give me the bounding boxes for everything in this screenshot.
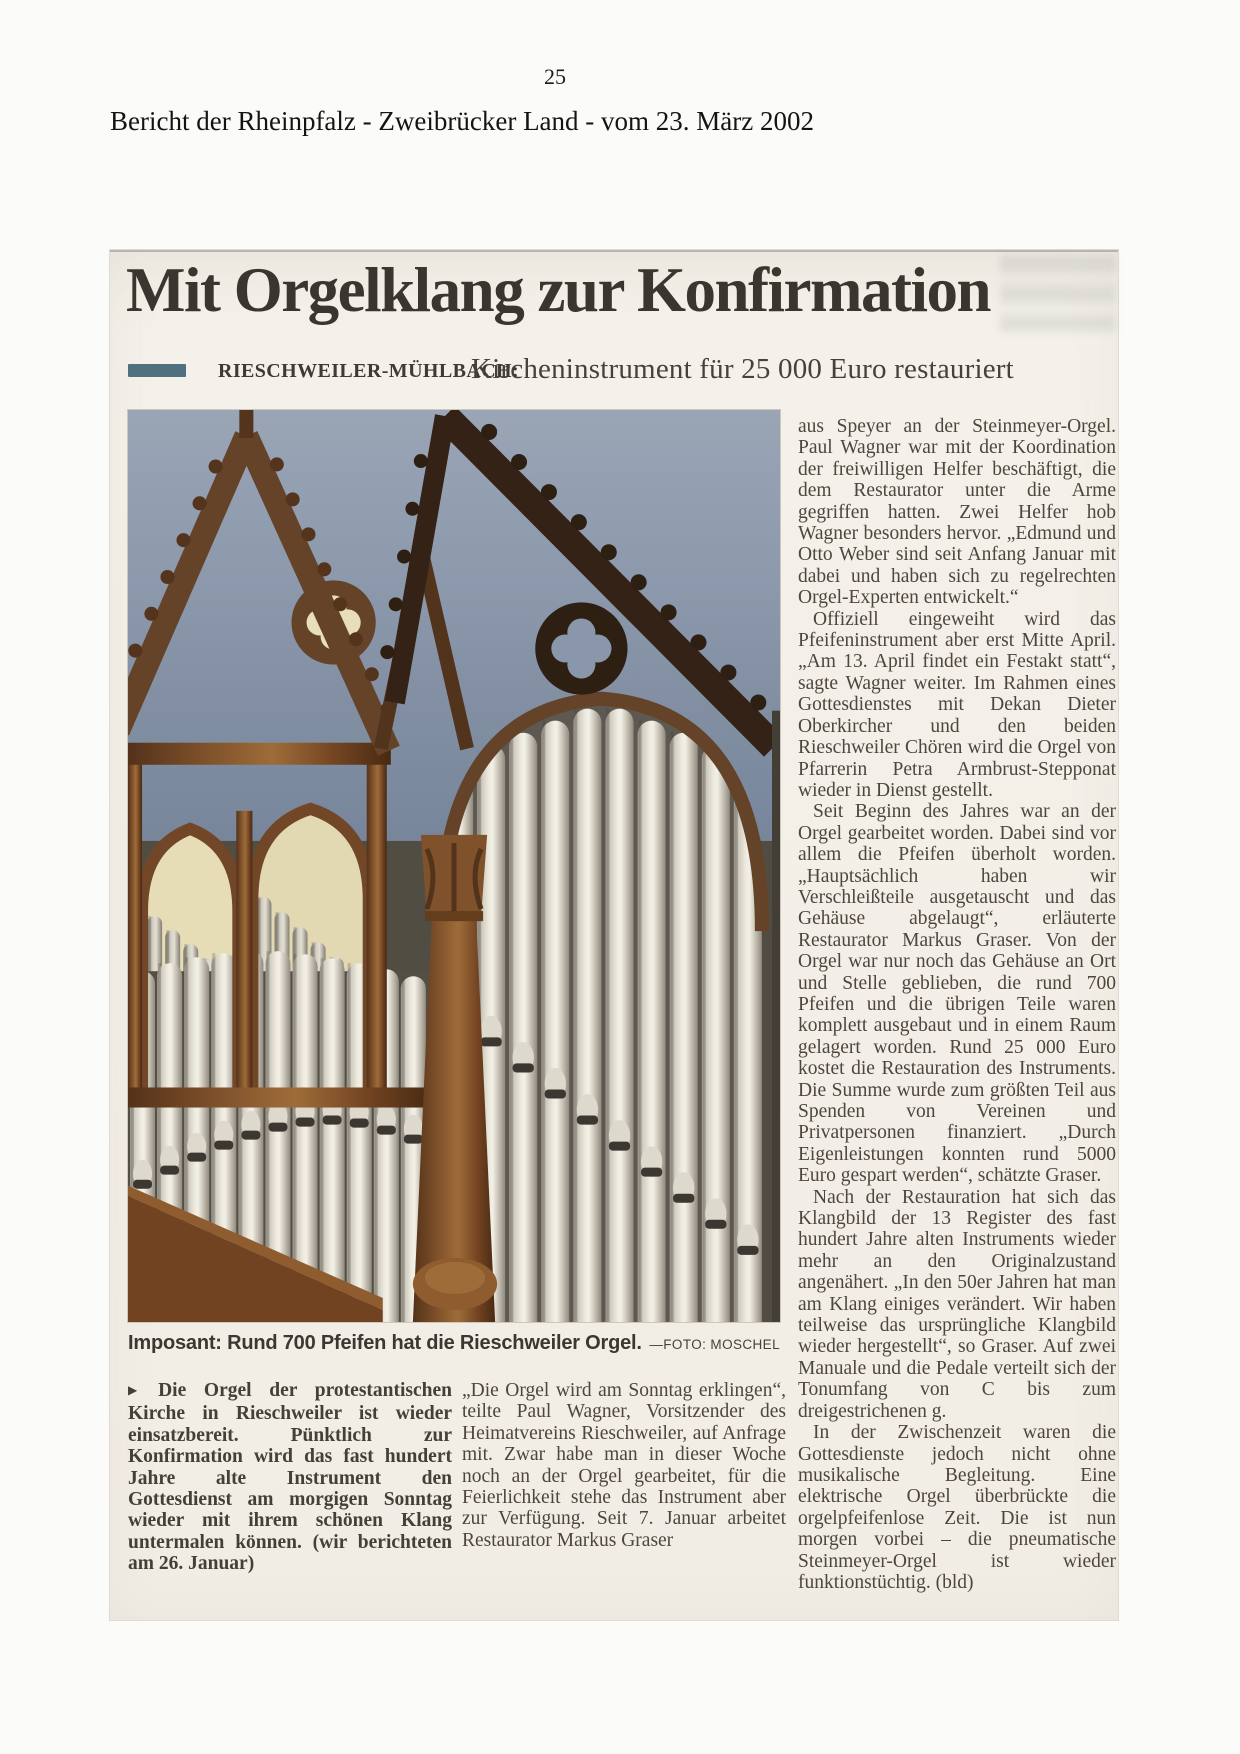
kicker-title: Kircheninstrument für 25 000 Euro restauriert bbox=[471, 353, 1014, 385]
photo-caption-row bbox=[128, 1332, 780, 1355]
page-header: Bericht der Rheinpfalz - Zweibrücker Land - vom 23. März 2002 bbox=[110, 106, 815, 136]
middle-column-paragraph: „Die Orgel wird am Sonntag erklingen“, teilte Paul Wagner, Vorsitzender des Heimatvereins Rieschweiler, auf Anfrage mit. Zwar habe man in dieser Woche noch an der Orgel gearbeitet, für die Feierlichkeit stehe das Instrument aber zur Verfügung. Seit 7. Januar arbeitet Restaurator Markus Graser bbox=[462, 1380, 786, 1551]
intro-text: Die Orgel der protestantischen Kirche in Rieschweiler ist wieder einsatzbereit. Pünktlich zur Konfirmation wird das fast hundert Jahre alte Instrument den Gottesdienst am morgigen Sonntag wieder mit ihrem schönen Klang untermalen können. (wir berichteten am 26. Januar) bbox=[128, 1380, 452, 1575]
photo-caption: Imposant: Rund 700 Pfeifen hat die Rieschweiler Orgel. bbox=[128, 1332, 642, 1354]
intro-arrow-icon: ▶ bbox=[128, 1383, 151, 1397]
kicker-location: RIESCHWEILER-MÜHLBACH: bbox=[218, 360, 520, 382]
right-paragraph: Offiziell eingeweiht wird das Pfeifeninstrument aber erst Mitte April. „Am 13. April findet ein Festakt statt“, sagte Wagner weiter. Im Rahmen eines Gottesdienstes mit Dekan Dieter Oberkircher und den beiden Rieschweiler Chören wird die Orgel von Pfarrerin Petra Armbrust-Stepponat wieder in Dienst gestellt. bbox=[798, 608, 1116, 801]
right-paragraph: In der Zwischenzeit waren die Gottesdienste jedoch nicht ohne musikalische Begleitung. Eine elektrische Orgel überbrückte die orgelpfeifenlose Zeit. Die ist nun morgen vorbei – die pneumatische Steinmeyer-Orgel ist wieder funktionstüchtig. (bld) bbox=[798, 1422, 1116, 1593]
organ-photo-illustration bbox=[128, 410, 780, 1322]
photo-credit: —FOTO: MOSCHEL bbox=[649, 1337, 780, 1352]
right-paragraph: Nach der Restauration hat sich das Klangbild der 13 Register des fast hundert Jahre alten Instruments wieder mehr an den Originalzustand angenähert. „In den 50er Jahren hat man am Klang einiges verändert. Wir haben teilweise das ursprüngliche Klangbild wieder hergestellt“, so Graser. Auf zwei Manuale und die Pedale verteilt sich der Tonumfang von C bis zum dreigestrichenen g. bbox=[798, 1186, 1116, 1422]
page-number: 25 bbox=[544, 64, 566, 89]
headline: Mit Orgelklang zur Konfirmation bbox=[126, 255, 991, 325]
news-clipping bbox=[110, 250, 1118, 1620]
kicker-bar bbox=[128, 364, 186, 377]
organ-photo bbox=[128, 410, 780, 1322]
right-paragraph: Seit Beginn des Jahres war an der Orgel gearbeitet worden. Dabei sind vor allem die Pfeifen überholt worden. „Hauptsächlich haben wir Verschleißteile ausgetauscht und das Gehäuse abgelaugt“, erläuterte Restaurator Markus Graser. Von der Orgel war nur noch das Gehäuse an Ort und Stelle geblieben, die rund 700 Pfeifen und die übrigen Teile waren komplett ausgebaut und in einem Raum gelagert worden. Rund 25 000 Euro kostet die Restauration des Instruments. Die Summe wurde zum größten Teil aus Spenden von Vereinen und Privatpersonen finanziert. „Durch Eigenleistungen konnten rund 5000 Euro gespart werden“, schätzte Graser. bbox=[798, 801, 1116, 1187]
kicker bbox=[126, 352, 1104, 392]
right-column bbox=[798, 416, 1116, 1593]
intro-paragraph bbox=[128, 1380, 452, 1575]
right-paragraph: aus Speyer an der Steinmeyer-Orgel. Paul Wagner war mit der Koordination der freiwilligen Helfer beschäftigt, die dem Restaurator unter die Arme gegriffen hatten. Zwei Helfer hob Wagner besonders hervor. „Edmund und Otto Weber sind seit Anfang Januar mit dabei und haben sich zu regelrechten Orgel-Experten entwickelt.“ bbox=[798, 416, 1116, 609]
